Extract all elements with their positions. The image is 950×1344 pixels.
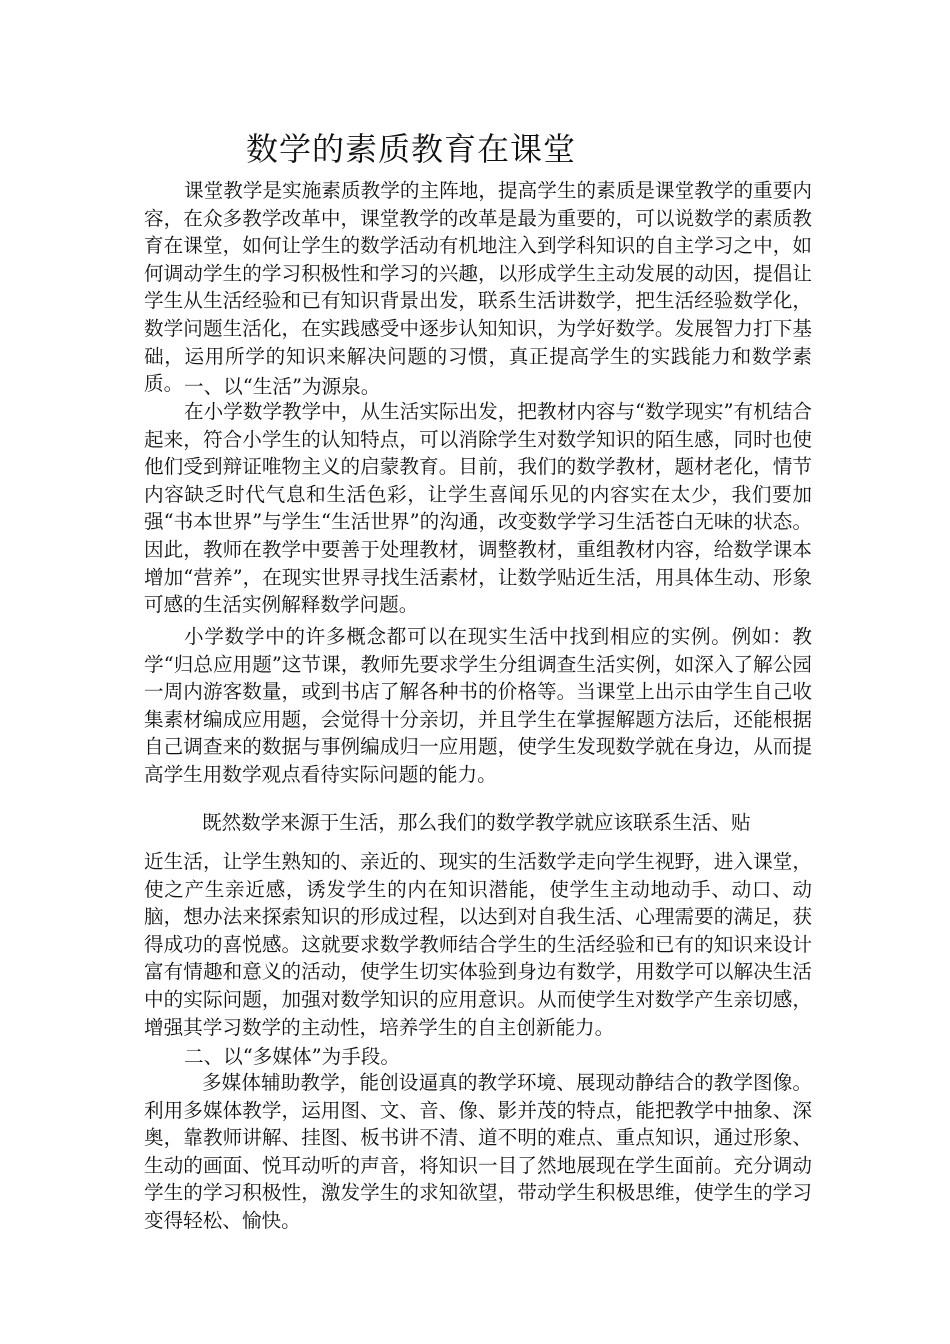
intro-paragraph: 课堂教学是实施素质教学的主阵地，提高学生的素质是课堂教学的重要内容，在众多教学改革中，课堂教学的改革是最为重要的，可以说数学的素质教育在课堂，如何让学生的数学活动有机地注入到学科知识的自主学习之中，如何调动学生的学习积极性和学习的兴趣，以形成学生主动发展的动因，提倡让学生从生活经验和已有知识背景出发，联系生活讲数学，把生活经验数学化，数学问题生活化，在实践感受中逐步认知知识，为学好数学。发展智力打下基础，运用所学的知识来解决问题的习惯，真正提高学生的实践能力和数学素质。 [144, 179, 812, 396]
section-1-paragraph-2: 小学数学中的许多概念都可以在现实生活中找到相应的实例。例如：教学“归总应用题”这节课，教师先要求学生分组调查生活实例，如深入了解公园一周内游客数量，或到书店了解各种书的价格等。当课堂上出示由学生自己收集素材编成应用题，会觉得十分亲切，并且学生在掌握解题方法后，还能根据自己调查来的数据与事例编成归一应用题，使学生发现数学就在身边，从而提高学生用数学观点看待实际问题的能力。 [144, 625, 812, 786]
section-2-paragraph-1: 多媒体辅助教学，能创设逼真的教学环境、展现动静结合的教学图像。利用多媒体教学，运用图、文、音、像、影并茂的特点，能把教学中抽象、深奥，靠教师讲解、挂图、板书讲不清、道不明的难点、重点知识，通过形象、生动的画面、悦耳动听的声音，将知识一目了然地展现在学生面前。充分调动学生的学习积极性，激发学生的求知欲望，带动学生积极思维，使学生的学习变得轻松、愉快。 [144, 1071, 812, 1232]
section-1-heading: 一、以“生活”为源泉。 [184, 375, 381, 398]
section-2-heading: 二、以“多媒体”为手段。 [184, 1045, 400, 1068]
section-1-paragraph-3-first-line: 既然数学来源于生活，那么我们的数学教学就应该联系生活、贴 [202, 811, 751, 834]
page-title: 数学的素质教育在课堂 [246, 130, 577, 168]
section-1-paragraph-3-continued: 近生活，让学生熟知的、亲近的、现实的生活数学走向学生视野，进入课堂，使之产生亲近感，诱发学生的内在知识潜能，使学生主动地动手、动口、动脑，想办法来探索知识的形成过程，以达到对自我生活、心理需要的满足，获得成功的喜悦感。这就要求数学教师结合学生的生活经验和已有的知识来设计富有情趣和意义的活动，使学生切实体验到身边有数学，用数学可以解决生活中的实际问题，加强对数学知识的应用意识。从而使学生对数学产生亲切感，增强其学习数学的主动性，培养学生的自主创新能力。 [144, 850, 812, 1039]
section-1-paragraph-1: 在小学数学教学中，从生活实际出发，把教材内容与“数学现实”有机结合起来，符合小学生的认知特点，可以消除学生对数学知识的陌生感，同时也使他们受到辩证唯物主义的启蒙教育。目前，我们的数学教材，题材老化，情节内容缺乏时代气息和生活色彩，让学生喜闻乐见的内容实在太少，我们要加强“书本世界”与学生“生活世界”的沟通，改变数学学习生活苍白无味的状态。因此，教师在教学中要善于处理教材，调整教材，重组教材内容，给数学课本增加“营养”，在现实世界寻找生活素材，让数学贴近生活，用具体生动、形象可感的生活实例解释数学问题。 [144, 400, 812, 617]
